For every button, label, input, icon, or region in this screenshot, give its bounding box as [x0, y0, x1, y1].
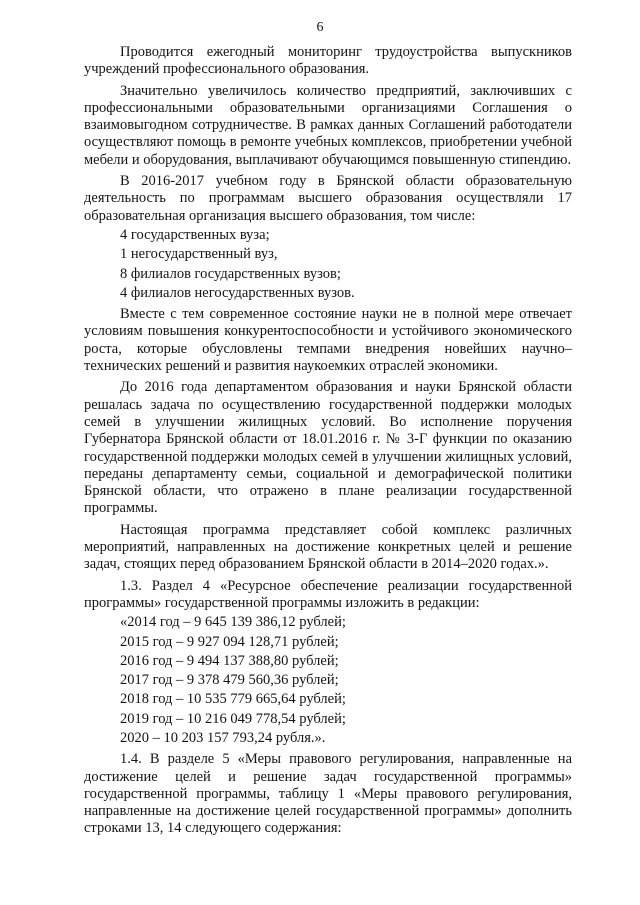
list-item: 1 негосударственный вуз, — [120, 246, 278, 263]
funding-line: 2020 – 10 203 157 793,24 рубля.». — [120, 729, 326, 746]
page-number: 6 — [316, 20, 324, 35]
paragraph-young-families: До 2016 года департаментом образования и науки Брянской области решалась задача по осуществлению государственной поддержки молодых семей в улучшении жилищных условий. Во исполнение поручения Губернатора Брянской области от 18.01.2016 г. № 3-Г функции по оказанию государственной поддержки молодых семей в улучшении жилищных условий, переданы департаменту семьи, социальной и демографической политики Брянской области, что отражено в плане реализации государственной программы. — [84, 379, 572, 517]
paragraph-science: Вместе с тем современное состояние науки не в полной мере отвечает условиям повышения конкурентоспособности и устойчивого экономического роста, которые обусловлены темпами внедрения новейших научно–технических решений и развития наукоемких отраслей экономики. — [84, 306, 572, 375]
list-item: 4 филиалов негосударственных вузов. — [120, 284, 355, 301]
funding-line: «2014 год – 9 645 139 386,12 рублей; — [120, 614, 346, 631]
paragraph-section-5: 1.4. В разделе 5 «Меры правового регулирования, направленные на достижение целей и решение задач государственной программы» государственной программы, таблицу 1 «Меры правового регулирования, направленные на достижение целей государственной программы» дополнить строками 13, 14 следующего содержания: — [84, 751, 572, 837]
funding-line: 2016 год – 9 494 137 388,80 рублей; — [120, 652, 339, 669]
list-item: 8 филиалов государственных вузов; — [120, 265, 341, 282]
paragraph-agreements: Значительно увеличилось количество предприятий, заключивших с профессиональными образовательными организациями Соглашения о взаимовыгодном сотрудничестве. В рамках данных Соглашений работодатели осуществляют помощь в ремонте учебных комплексов, приобретении учебной мебели и оборудования, выплачивают обучающимся повышенную стипендию. — [84, 82, 572, 168]
paragraph-higher-education: В 2016-2017 учебном году в Брянской области образовательную деятельность по программам высшего образования осуществляли 17 образовательная организация высшего образования, том числе: — [84, 173, 572, 224]
paragraph-section-4: 1.3. Раздел 4 «Ресурсное обеспечение реализации государственной программы» государственной программы изложить в редакции: — [84, 577, 572, 611]
paragraph-monitoring: Проводится ежегодный мониторинг трудоустройства выпускников учреждений профессионального образования. — [84, 44, 572, 78]
document-body — [84, 44, 572, 838]
funding-line: 2018 год – 10 535 779 665,64 рублей; — [120, 691, 346, 708]
funding-line: 2019 год – 10 216 049 778,54 рублей; — [120, 710, 346, 727]
list-item: 4 государственных вуза; — [120, 226, 270, 243]
funding-line: 2015 год – 9 927 094 128,71 рублей; — [120, 633, 339, 650]
paragraph-program-summary: Настоящая программа представляет собой комплекс различных мероприятий, направленных на достижение конкретных целей и решение задач, стоящих перед образованием Брянской области в 2014–2020 годах.». — [84, 521, 572, 573]
funding-line: 2017 год – 9 378 479 560,36 рублей; — [120, 672, 339, 689]
